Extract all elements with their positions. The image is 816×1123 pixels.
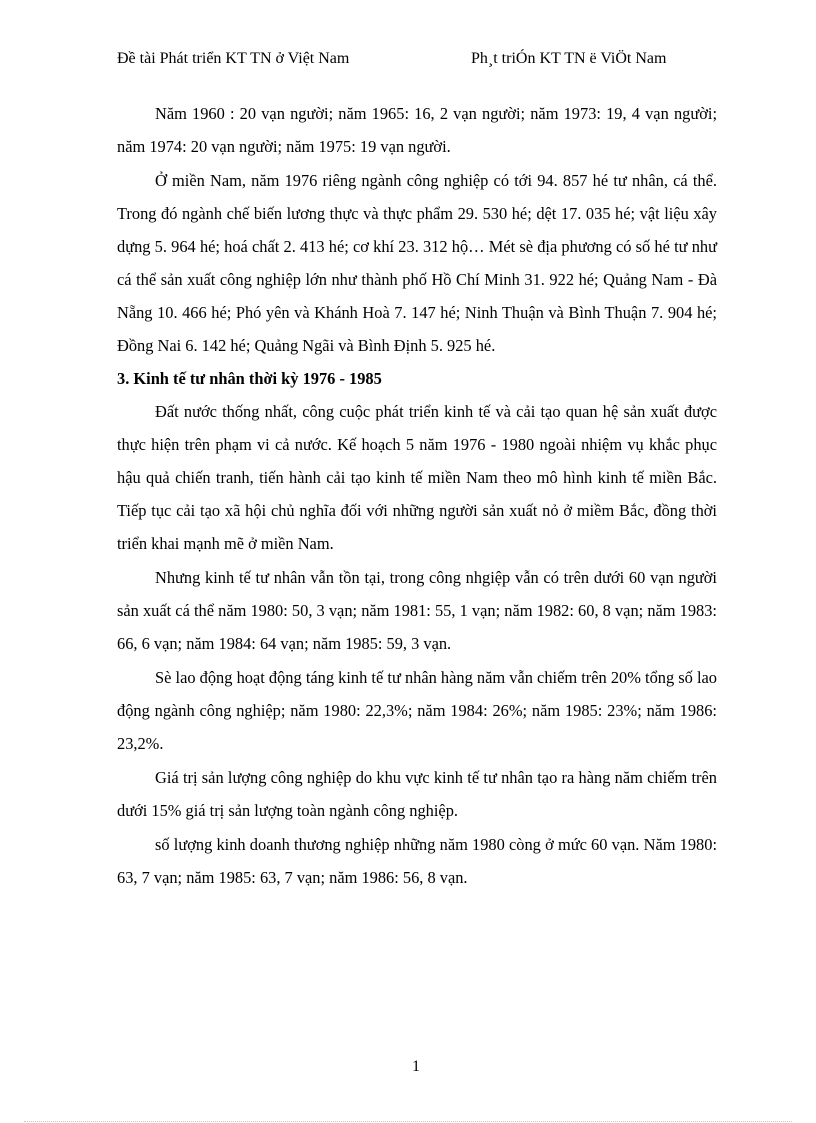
paragraph: Sè lao động hoạt động táng kinh tế tư nhân hàng năm vẫn chiếm trên 20% tổng số lao động ngành công nghiệp; năm 1980: 22,3%; năm 1984: 26%; năm 1985: 23%; năm 1986: 23,2%.	[117, 668, 717, 753]
paragraph: Ở miền Nam, năm 1976 riêng ngành công nghiệp có tới 94. 857 hé tư nhân, cá thể. Trong đó ngành chế biến lương thực và thực phẩm 29. 530 hé; dệt 17. 035 hé; vật liệu xây dựng 5. 964 hé; hoá chất 2. 413 hé; cơ khí 23. 312 hộ… Mét sè địa phương có số hé tư như cá thể sản xuất công nghiệp lớn như thành phố Hồ Chí Minh 31. 922 hé; Quảng Nam - Đà Nẵng 10. 466 hé; Phó yên và Khánh Hoà 7. 147 hé; Ninh Thuận và Bình Thuận 7. 904 hé; Đồng Nai 6. 142 hé; Quảng Ngãi và Bình Định 5. 925 hé.	[117, 171, 717, 355]
header-right-title: Ph¸t triÓn KT TN ë ViÖt Nam	[471, 50, 667, 67]
page-number: 1	[412, 1058, 420, 1075]
paragraph: số lượng kinh doanh thương nghiệp những năm 1980 còng ở mức 60 vạn. Năm 1980: 63, 7 vạn; năm 1985: 63, 7 vạn; năm 1986: 56, 8 vạn.	[117, 835, 717, 887]
header-left-title: Đề tài Phát triển KT TN ở Việt Nam	[117, 50, 350, 67]
document-body	[117, 97, 717, 894]
section-heading: 3. Kinh tế tư nhân thời kỳ 1976 - 1985	[117, 369, 382, 388]
paragraph: Nhưng kinh tế tư nhân vẫn tồn tại, trong công nhgiệp vẫn có trên dưới 60 vạn người sản xuất cá thể năm 1980: 50, 3 vạn; năm 1981: 55, 1 vạn; năm 1982: 60, 8 vạn; năm 1983: 66, 6 vạn; năm 1984: 64 vạn; năm 1985: 59, 3 vạn.	[117, 568, 717, 653]
page-header	[117, 50, 709, 72]
paragraph: Đất nước thống nhất, công cuộc phát triển kinh tế và cải tạo quan hệ sản xuất được thực hiện trên phạm vi cả nước. Kế hoạch 5 năm 1976 - 1980 ngoài nhiệm vụ khắc phục hậu quả chiến tranh, tiến hành cải tạo kinh tế miền Nam theo mô hình kinh tế miền Bắc. Tiếp tục cải tạo xã hội chủ nghĩa đối với những người sản xuất nỏ ở miềm Bắc, đồng thời triển khai mạnh mẽ ở miền Nam.	[117, 402, 717, 553]
paragraph: Giá trị sản lượng công nghiệp do khu vực kinh tế tư nhân tạo ra hàng năm chiếm trên dưới 15% giá trị sản lượng toàn ngành công nghiệp.	[117, 768, 717, 820]
paragraph: Năm 1960 : 20 vạn người; năm 1965: 16, 2 vạn người; năm 1973: 19, 4 vạn người; năm 1974: 20 vạn người; năm 1975: 19 vạn người.	[117, 104, 717, 156]
page-bottom-divider	[24, 1121, 792, 1122]
